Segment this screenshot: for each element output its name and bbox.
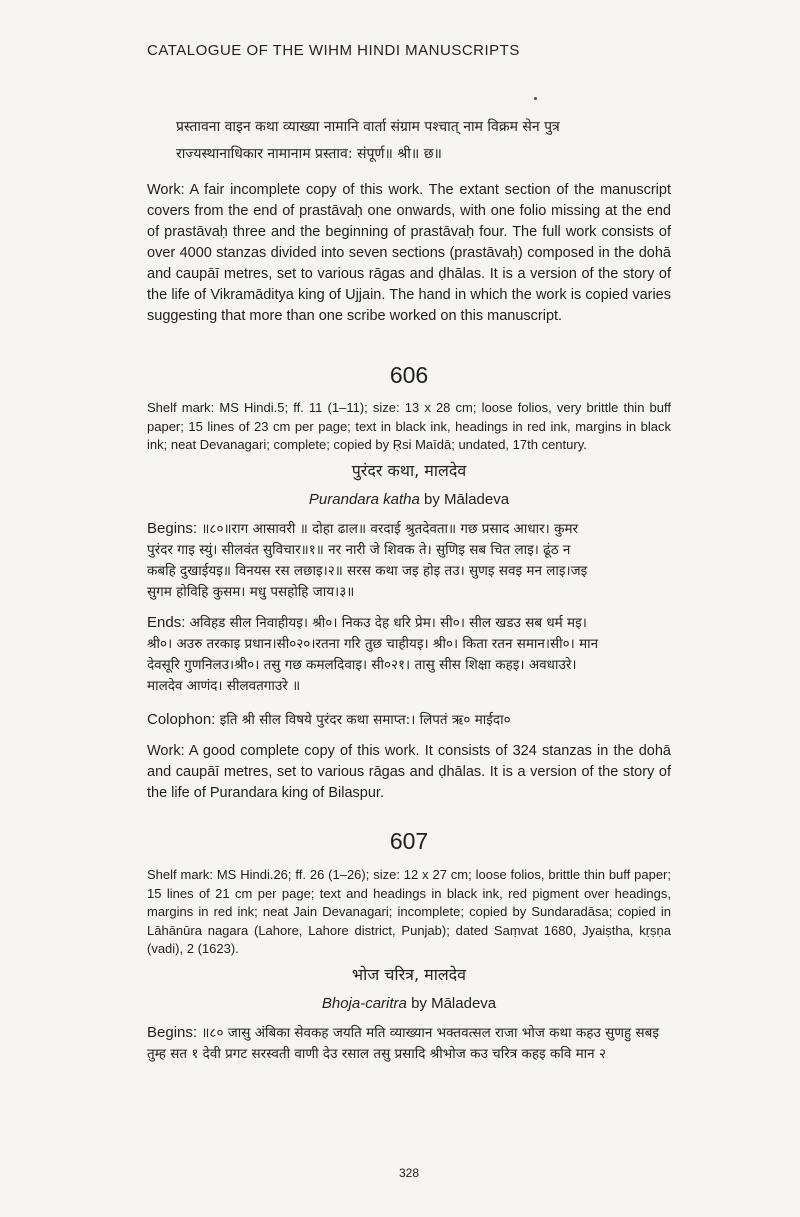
entry-606-title-italic: Purandara katha: [308, 491, 420, 508]
intro-devanagari-line-1: प्रस्तावना वाइन कथा व्याख्या नामानि वार्ता संग्राम पश्चात् नाम विक्रम सेन पुत्र: [176, 119, 560, 135]
ends-label: Ends:: [147, 614, 186, 631]
entry-606-ends: [147, 612, 677, 697]
entry-607-title-devanagari: भोज चरित्र, मालदेव: [351, 965, 467, 984]
entry-606-begins: [147, 518, 677, 603]
ends-line: अविहड सील निवाहीयइ। श्री०। निकउ देह धरि प्रेम। सी०। सील खडउ सब धर्म मइ।: [189, 615, 587, 631]
ends-line: श्री०। अउरु तरकाइ प्रधान।सी०२०।रतना गरि तुछ चाहीयइ। श्री०। किता रतन समान।सी०। मान: [147, 636, 599, 652]
entry-607-title-author: by Māladeva: [406, 995, 497, 1012]
entry-number-607: 607: [389, 828, 429, 854]
begins-line: पुरंदर गाइ स्युं। सीलवंत सुविचार॥१॥ नर नारी जे शिवक ते। सुणिइ सब चित लाइ। ढूंठ न: [147, 542, 571, 558]
entry-606-title-devanagari: पुरंदर कथा, मालदेव: [351, 461, 467, 480]
entry-607-begins: [147, 1022, 677, 1065]
entry-606-title-author: by Māladeva: [419, 491, 510, 508]
colophon-text: इति श्री सील विषये पुरंदर कथा समाप्त:। लिपतं ऋ० माईदा०: [219, 712, 511, 728]
begins-line: ॥८०॥राग आसावरी ॥ दोहा ढाल॥ वरदाई श्रुतदेवता॥ गछ प्रसाद आधार। कुमर: [201, 521, 579, 537]
begins-label: Begins:: [147, 1024, 198, 1041]
colophon-label: Colophon:: [147, 711, 216, 728]
running-header: CATALOGUE OF THE WIHM HINDI MANUSCRIPTS: [147, 42, 520, 59]
page-number: 328: [398, 1166, 420, 1180]
entry-606-work-description: Work: A good complete copy of this work. It consists of 324 stanzas in the dohā and caupāī metres, set to various rāgas and ḍhālas. It is a version of the story of the life of Purandara king of Bilaspur.: [147, 743, 671, 801]
ends-line: मालदेव आणंद। सीलवतगाउरे ॥: [147, 678, 301, 694]
entry-606-shelf-mark: Shelf mark: MS Hindi.5; ff. 11 (1–11); size: 13 x 28 cm; loose folios, very brittle thin buff paper; 15 lines of 23 cm per page; text in black ink, headings in red ink, margins in black ink; neat Devanagari; complete; copied by Ṛsi Maīdā; undated, 17th century.: [147, 400, 671, 452]
begins-label: Begins:: [147, 520, 198, 537]
begins-line: तुम्ह सत १ देवी प्रगट सरस्वती वाणी देउ रसाल तसु प्रसादि श्रीभोज कउ चरित्र कहइ कवि मान २: [147, 1046, 606, 1062]
begins-line: कबहि दुखाईयइ॥ विनयस रस लछाइ।२॥ सरस कथा जइ होइ तउ। सुणइ सवइ मन लाइ।जइ: [147, 563, 588, 579]
stray-mark: [534, 97, 537, 100]
entry-number-606: 606: [389, 362, 429, 388]
entry-607-title-english: [0, 995, 800, 1012]
intro-work-description: Work: A fair incomplete copy of this work. The extant section of the manuscript covers from the end of prastāvaḥ one onwards, with one folio missing at the end of prastāvaḥ three and the beginning of prastāvaḥ four. The full work consists of over 4000 stanzas divided into seven sections (prastāvaḥ) composed in the dohā and caupāī metres, set to various rāgas and ḍhālas. It is a version of the story of the life of Vikramāditya king of Ujjain. The hand in which the work is copied varies suggesting that more than one scribe worked on this manuscript.: [147, 182, 671, 324]
begins-line: सुगम होविहि कुसम। मधु पसहोहि जाय।३॥: [147, 584, 355, 600]
entry-606-title-english: [0, 491, 800, 508]
ends-line: देवसूरि गुणनिलउ।श्री०। तसु गछ कमलदिवाइ। सी०२१। तासु सीस शिक्षा कहइ। अवधाउरे।: [147, 657, 577, 673]
entry-607-shelf-mark: Shelf mark: MS Hindi.26; ff. 26 (1–26); size: 12 x 27 cm; loose folios, brittle thin buff paper; 15 lines of 21 cm per page; text and headings in black ink, red pigment over headings, margins in red ink; neat Jain Devanagari; incomplete; copied by Sundaradāsa; copied in Lāhānūra nagara (Lahore, Lahore district, Punjab); dated Saṃvat 1680, Jyaiṣtha, kṛṣṇa (vadi), 2 (1623).: [147, 867, 671, 956]
begins-line: ॥८० जासु अंबिका सेवकह जयति मति व्याख्यान भक्तवत्सल राजा भोज कथा कहउ सुणहु सबइ: [201, 1025, 659, 1041]
intro-devanagari-line-2: राज्यस्थानाधिकार नामानाम प्रस्ताव: संपूर्ण॥ श्री॥ छ॥: [176, 146, 442, 162]
entry-607-title-italic: Bhoja-caritra: [321, 995, 407, 1012]
entry-606-colophon: [147, 709, 677, 731]
